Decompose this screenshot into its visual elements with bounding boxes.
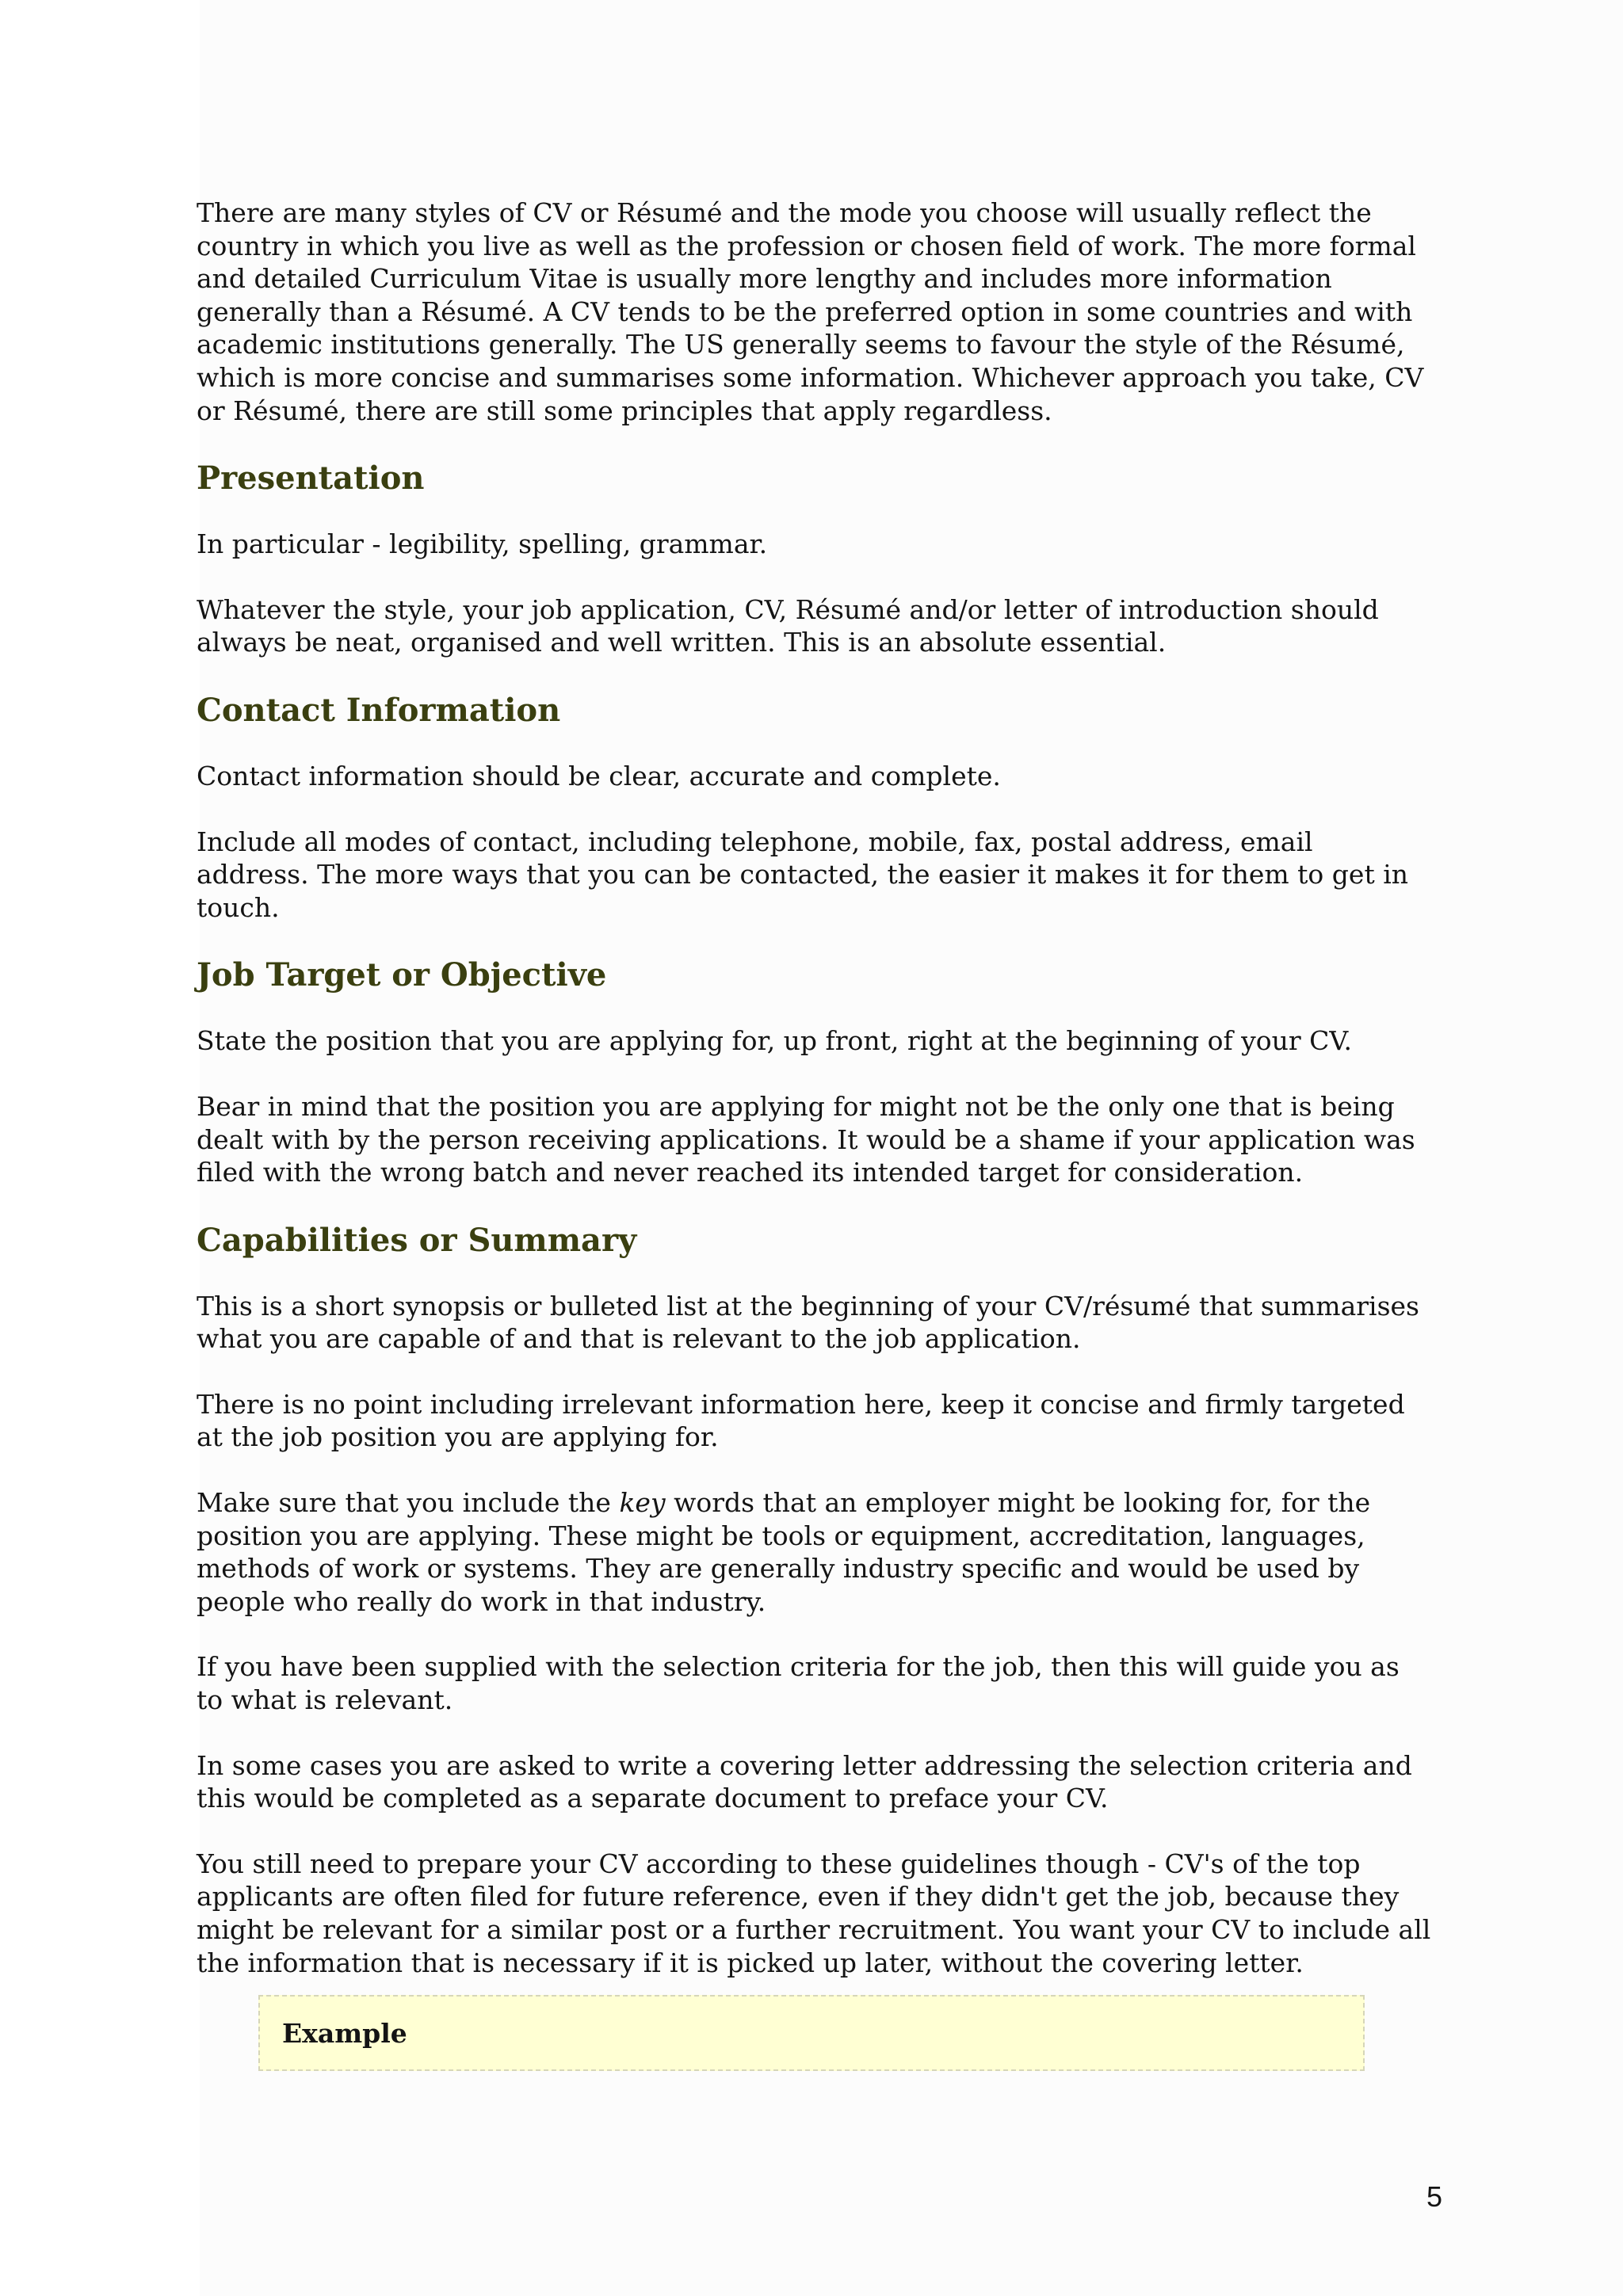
page-number: 5 [1426, 2180, 1442, 2213]
page-content [197, 196, 1433, 2012]
example-label: Example [282, 2017, 407, 2049]
key-words-text-before: Make sure that you include the [197, 1487, 620, 1519]
job-target-paragraph-2: Bear in mind that the position you are applying for might not be the only one that is being dealt with by the person receiving applications. It would be a shame if your application was filed with the wrong batch and never reached its intended target for consideration. [197, 1090, 1415, 1188]
capabilities-paragraph-5: In some cases you are asked to write a covering letter addressing the selection criteria and this would be completed as a separate document to preface your CV. [197, 1749, 1412, 1814]
capabilities-paragraph-1: This is a short synopsis or bulleted list at the beginning of your CV/résumé that summarises what you are capable of and that is relevant to the job application. [197, 1290, 1419, 1355]
section-heading-contact-information: Contact Information [197, 691, 561, 729]
presentation-paragraph-1: In particular - legibility, spelling, grammar. [197, 528, 768, 560]
section-heading-job-target: Job Target or Objective [197, 956, 607, 994]
capabilities-paragraph-3 [197, 1486, 1433, 1618]
presentation-paragraph-2: Whatever the style, your job application, CV, Résumé and/or letter of introduction should always be neat, organised and well written. This is an absolute essential. [197, 593, 1379, 658]
contact-paragraph-1: Contact information should be clear, accurate and complete. [197, 760, 1001, 791]
example-box [258, 1995, 1365, 2071]
key-emphasis: key [619, 1487, 666, 1519]
section-heading-presentation: Presentation [197, 460, 425, 498]
capabilities-paragraph-2: There is no point including irrelevant information here, keep it concise and firmly targeted at the job position you are applying for. [197, 1388, 1405, 1453]
job-target-paragraph-1: State the position that you are applying for, up front, right at the beginning of your CV. [197, 1025, 1352, 1057]
section-heading-capabilities: Capabilities or Summary [197, 1221, 637, 1259]
key-words-text-after: words that an employer might be looking for, for the position you are applying. These might be tools or equipment, accreditation, languages, methods of work or systems. They are generally industry specific and would be used by people who really do work in that industry. [197, 1487, 1371, 1617]
capabilities-paragraph-6: You still need to prepare your CV according to these guidelines though - CV's of the top applicants are often filed for future reference, even if they didn't get the job, because they might be relevant for a similar post or a further recruitment. You want your CV to include all the information that is necessary if it is picked up later, without the covering letter. [197, 1848, 1431, 1978]
contact-paragraph-2: Include all modes of contact, including telephone, mobile, fax, postal address, email address. The more ways that you can be contacted, the easier it makes it for them to get in touch. [197, 826, 1409, 923]
capabilities-paragraph-4: If you have been supplied with the selection criteria for the job, then this will guide you as to what is relevant. [197, 1651, 1400, 1716]
intro-paragraph: There are many styles of CV or Résumé and the mode you choose will usually reflect the country in which you live as well as the profession or chosen field of work. The more formal and detailed Curriculum Vitae is usually more lengthy and includes more information generally than a Résumé. A CV tends to be the preferred option in some countries and with academic institutions generally. The US generally seems to favour the style of the Résumé, which is more concise and summarises some information. Whichever approach you take, CV or Résumé, there are still some principles that apply regardless. [197, 197, 1424, 426]
